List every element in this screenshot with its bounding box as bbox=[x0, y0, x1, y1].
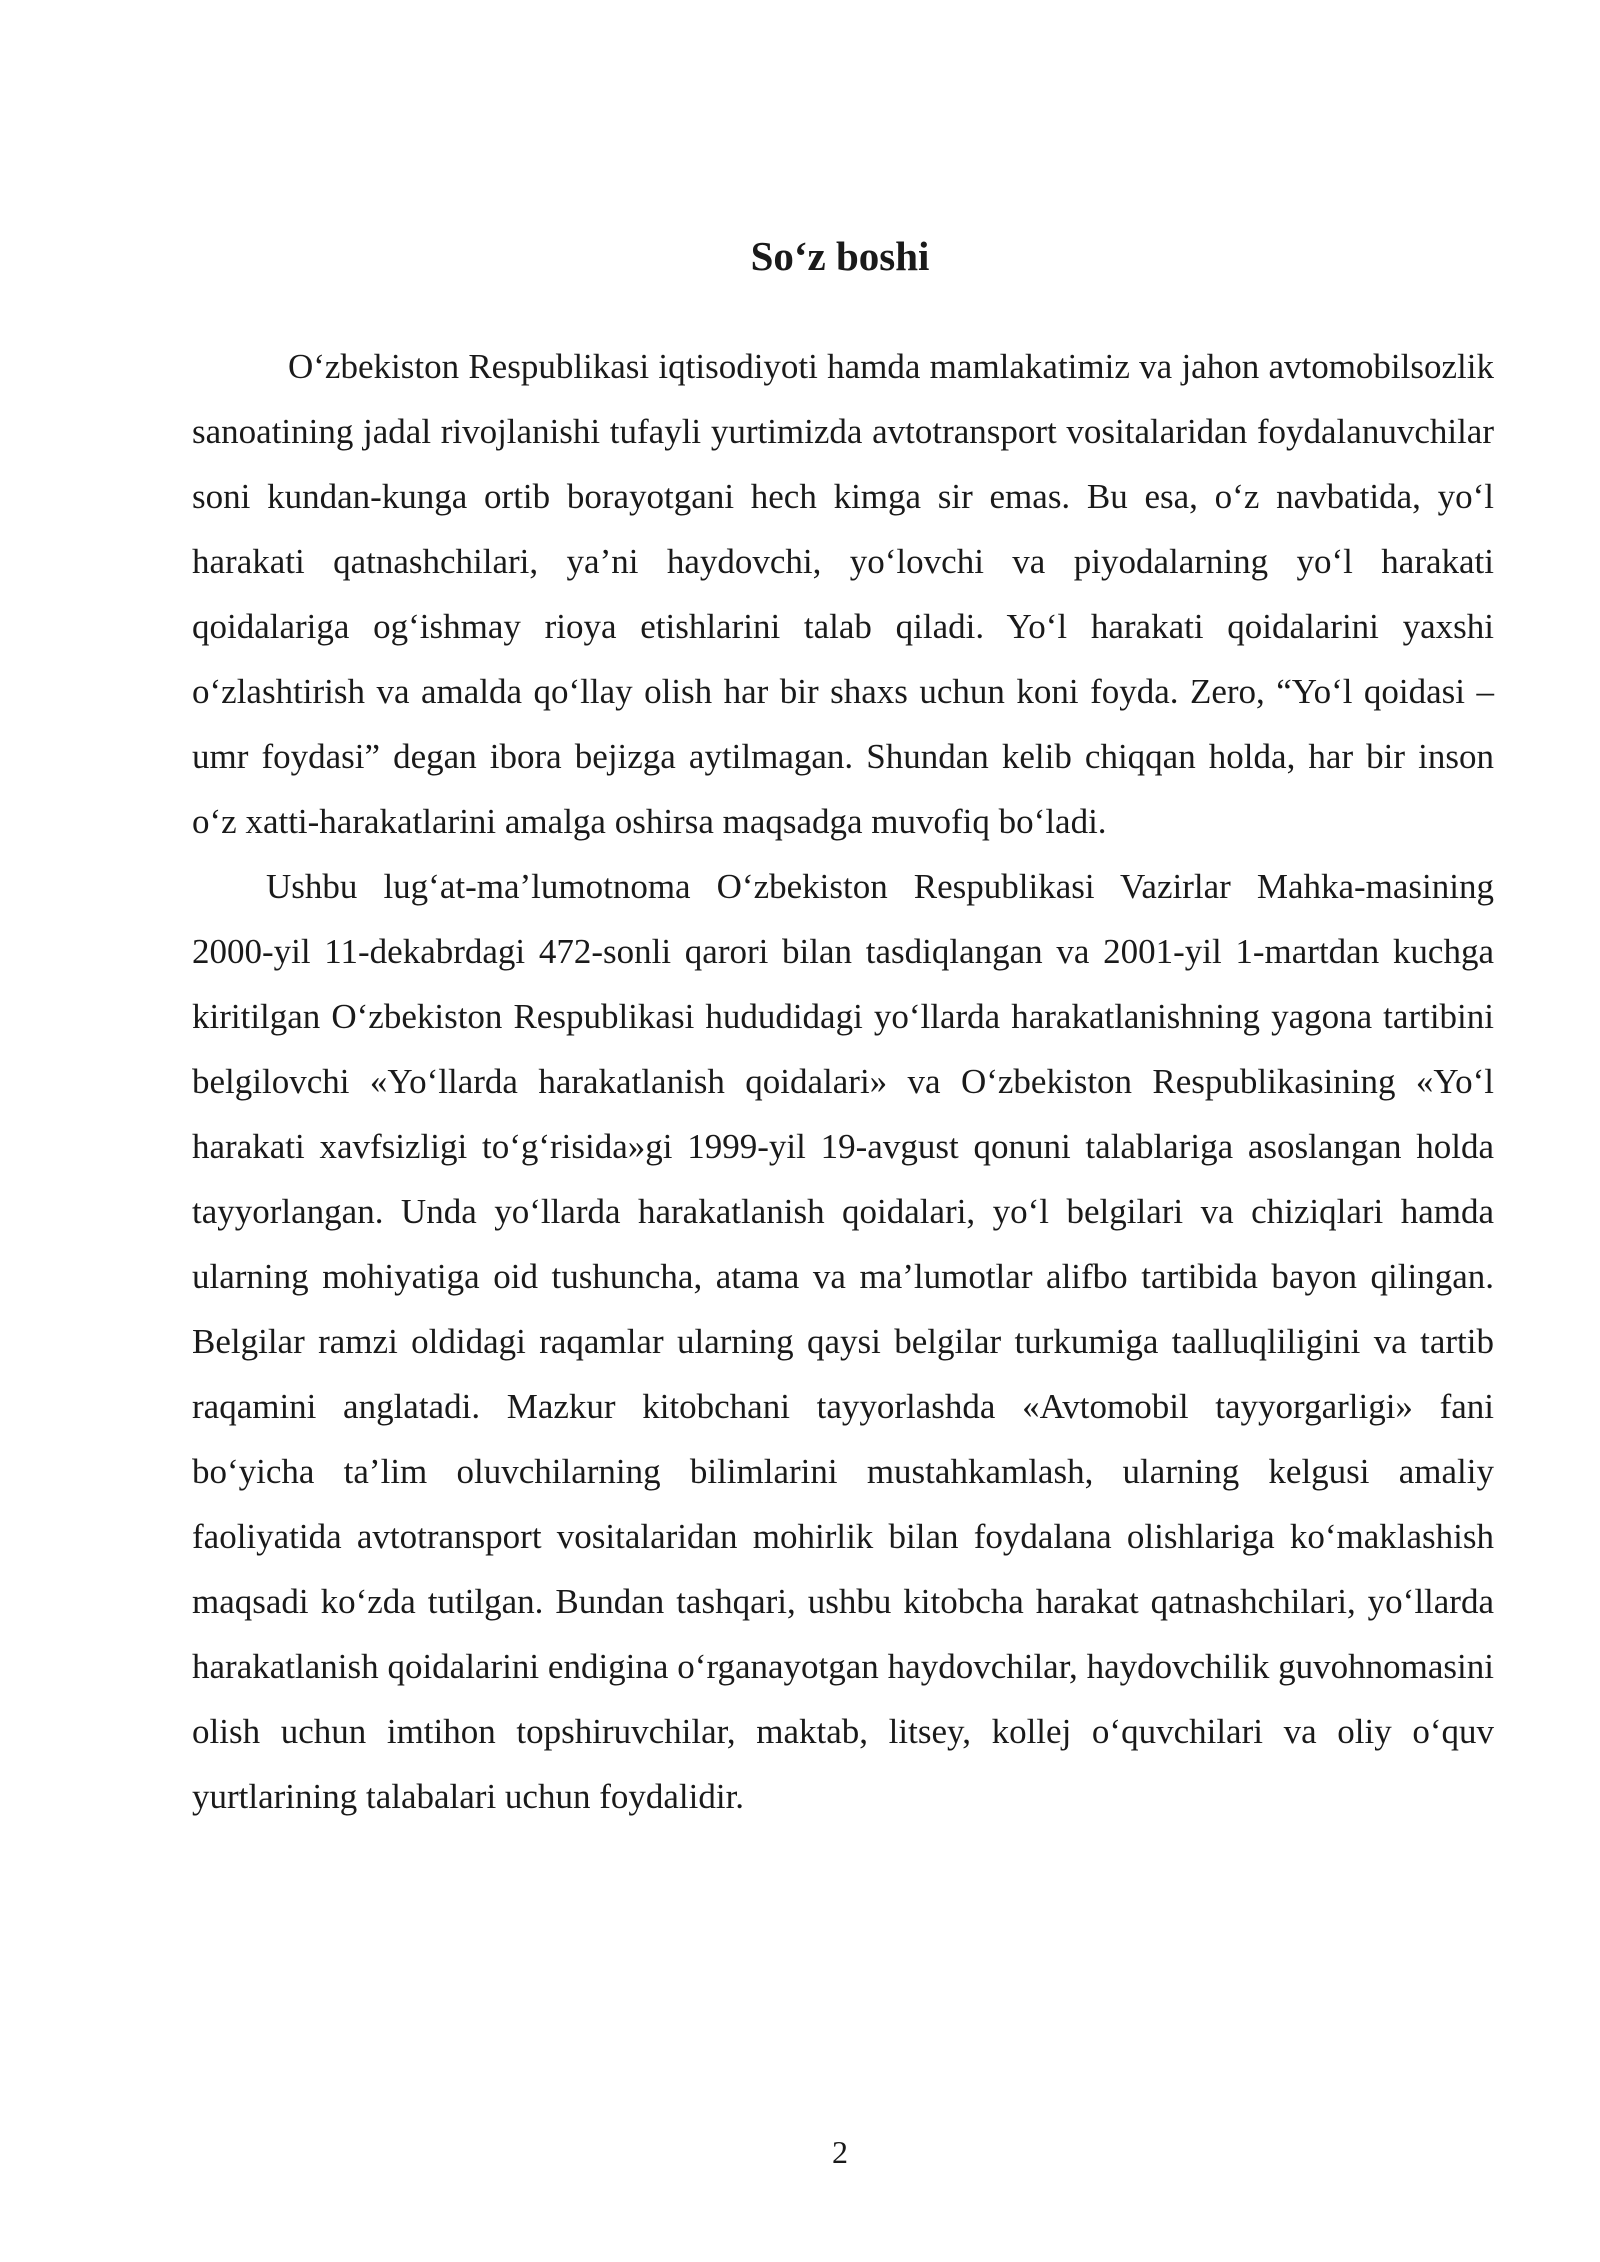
page-title: So‘z boshi bbox=[750, 233, 930, 279]
body-text bbox=[192, 334, 1494, 1829]
page-number: 2 bbox=[832, 2134, 848, 2170]
paragraph-2: Ushbu lug‘at-ma’lumotnoma O‘zbekiston Respublikasi Vazirlar Mahka-masining 2000-yil 11-dekabrdagi 472-sonli qarori bilan tasdiqlangan va 2001-yil 1-martdan kuchga kiritilgan O‘zbekiston Respublikasi hududidagi yo‘llarda harakatlanishning yagona tartibini belgilovchi «Yo‘llarda harakatlanish qoidalari» va O‘zbekiston Respublikasining «Yo‘l harakati xavfsizligi to‘g‘risida»gi 1999-yil 19-avgust qonuni talablariga asoslangan holda tayyorlangan. Unda yo‘llarda harakatlanish qoidalari, yo‘l belgilari va chiziqlari hamda ularning mohiyatiga oid tushuncha, atama va ma’lumotlar alifbo tartibida bayon qilingan. Belgilar ramzi oldidagi raqamlar ularning qaysi belgilar turkumiga taalluqliligini va tartib raqamini anglatadi. Mazkur kitobchani tayyorlashda «Avtomobil tayyorgarligi» fani bo‘yicha ta’lim oluvchilarning bilimlarini mustahkamlash, ularning kelgusi amaliy faoliyatida avtotransport vositalaridan mohirlik bilan foydalana olishlariga ko‘maklashish maqsadi ko‘zda tutilgan. Bundan tashqari, ushbu kitobcha harakat qatnashchilari, yo‘llarda harakatlanish qoidalarini endigina o‘rganayotgan haydovchilar, haydovchilik guvohnomasini olish uchun imtihon topshiruvchilar, maktab, litsey, kollej o‘quvchilari va oliy o‘quv yurtlarining talabalari uchun foydalidir. bbox=[192, 867, 1494, 1816]
paragraph-1: O‘zbekiston Respublikasi iqtisodiyoti hamda mamlakatimiz va jahon avtomobilsozlik sanoatining jadal rivojlanishi tufayli yurtimizda avtotransport vositalaridan foydalanuvchilar soni kundan-kunga ortib borayotgani hech kimga sir emas. Bu esa, o‘z navbatida, yo‘l harakati qatnashchilari, ya’ni haydovchi, yo‘lovchi va piyodalarning yo‘l harakati qoidalariga og‘ishmay rioya etishlarini talab qiladi. Yo‘l harakati qoidalarini yaxshi o‘zlashtirish va amalda qo‘llay olish har bir shaxs uchun koni foyda. Zero, “Yo‘l qoidasi – umr foydasi” degan ibora bejizga aytilmagan. Shundan kelib chiqqan holda, har bir inson o‘z xatti-harakatlarini amalga oshirsa maqsadga muvofiq bo‘ladi. bbox=[192, 347, 1494, 841]
